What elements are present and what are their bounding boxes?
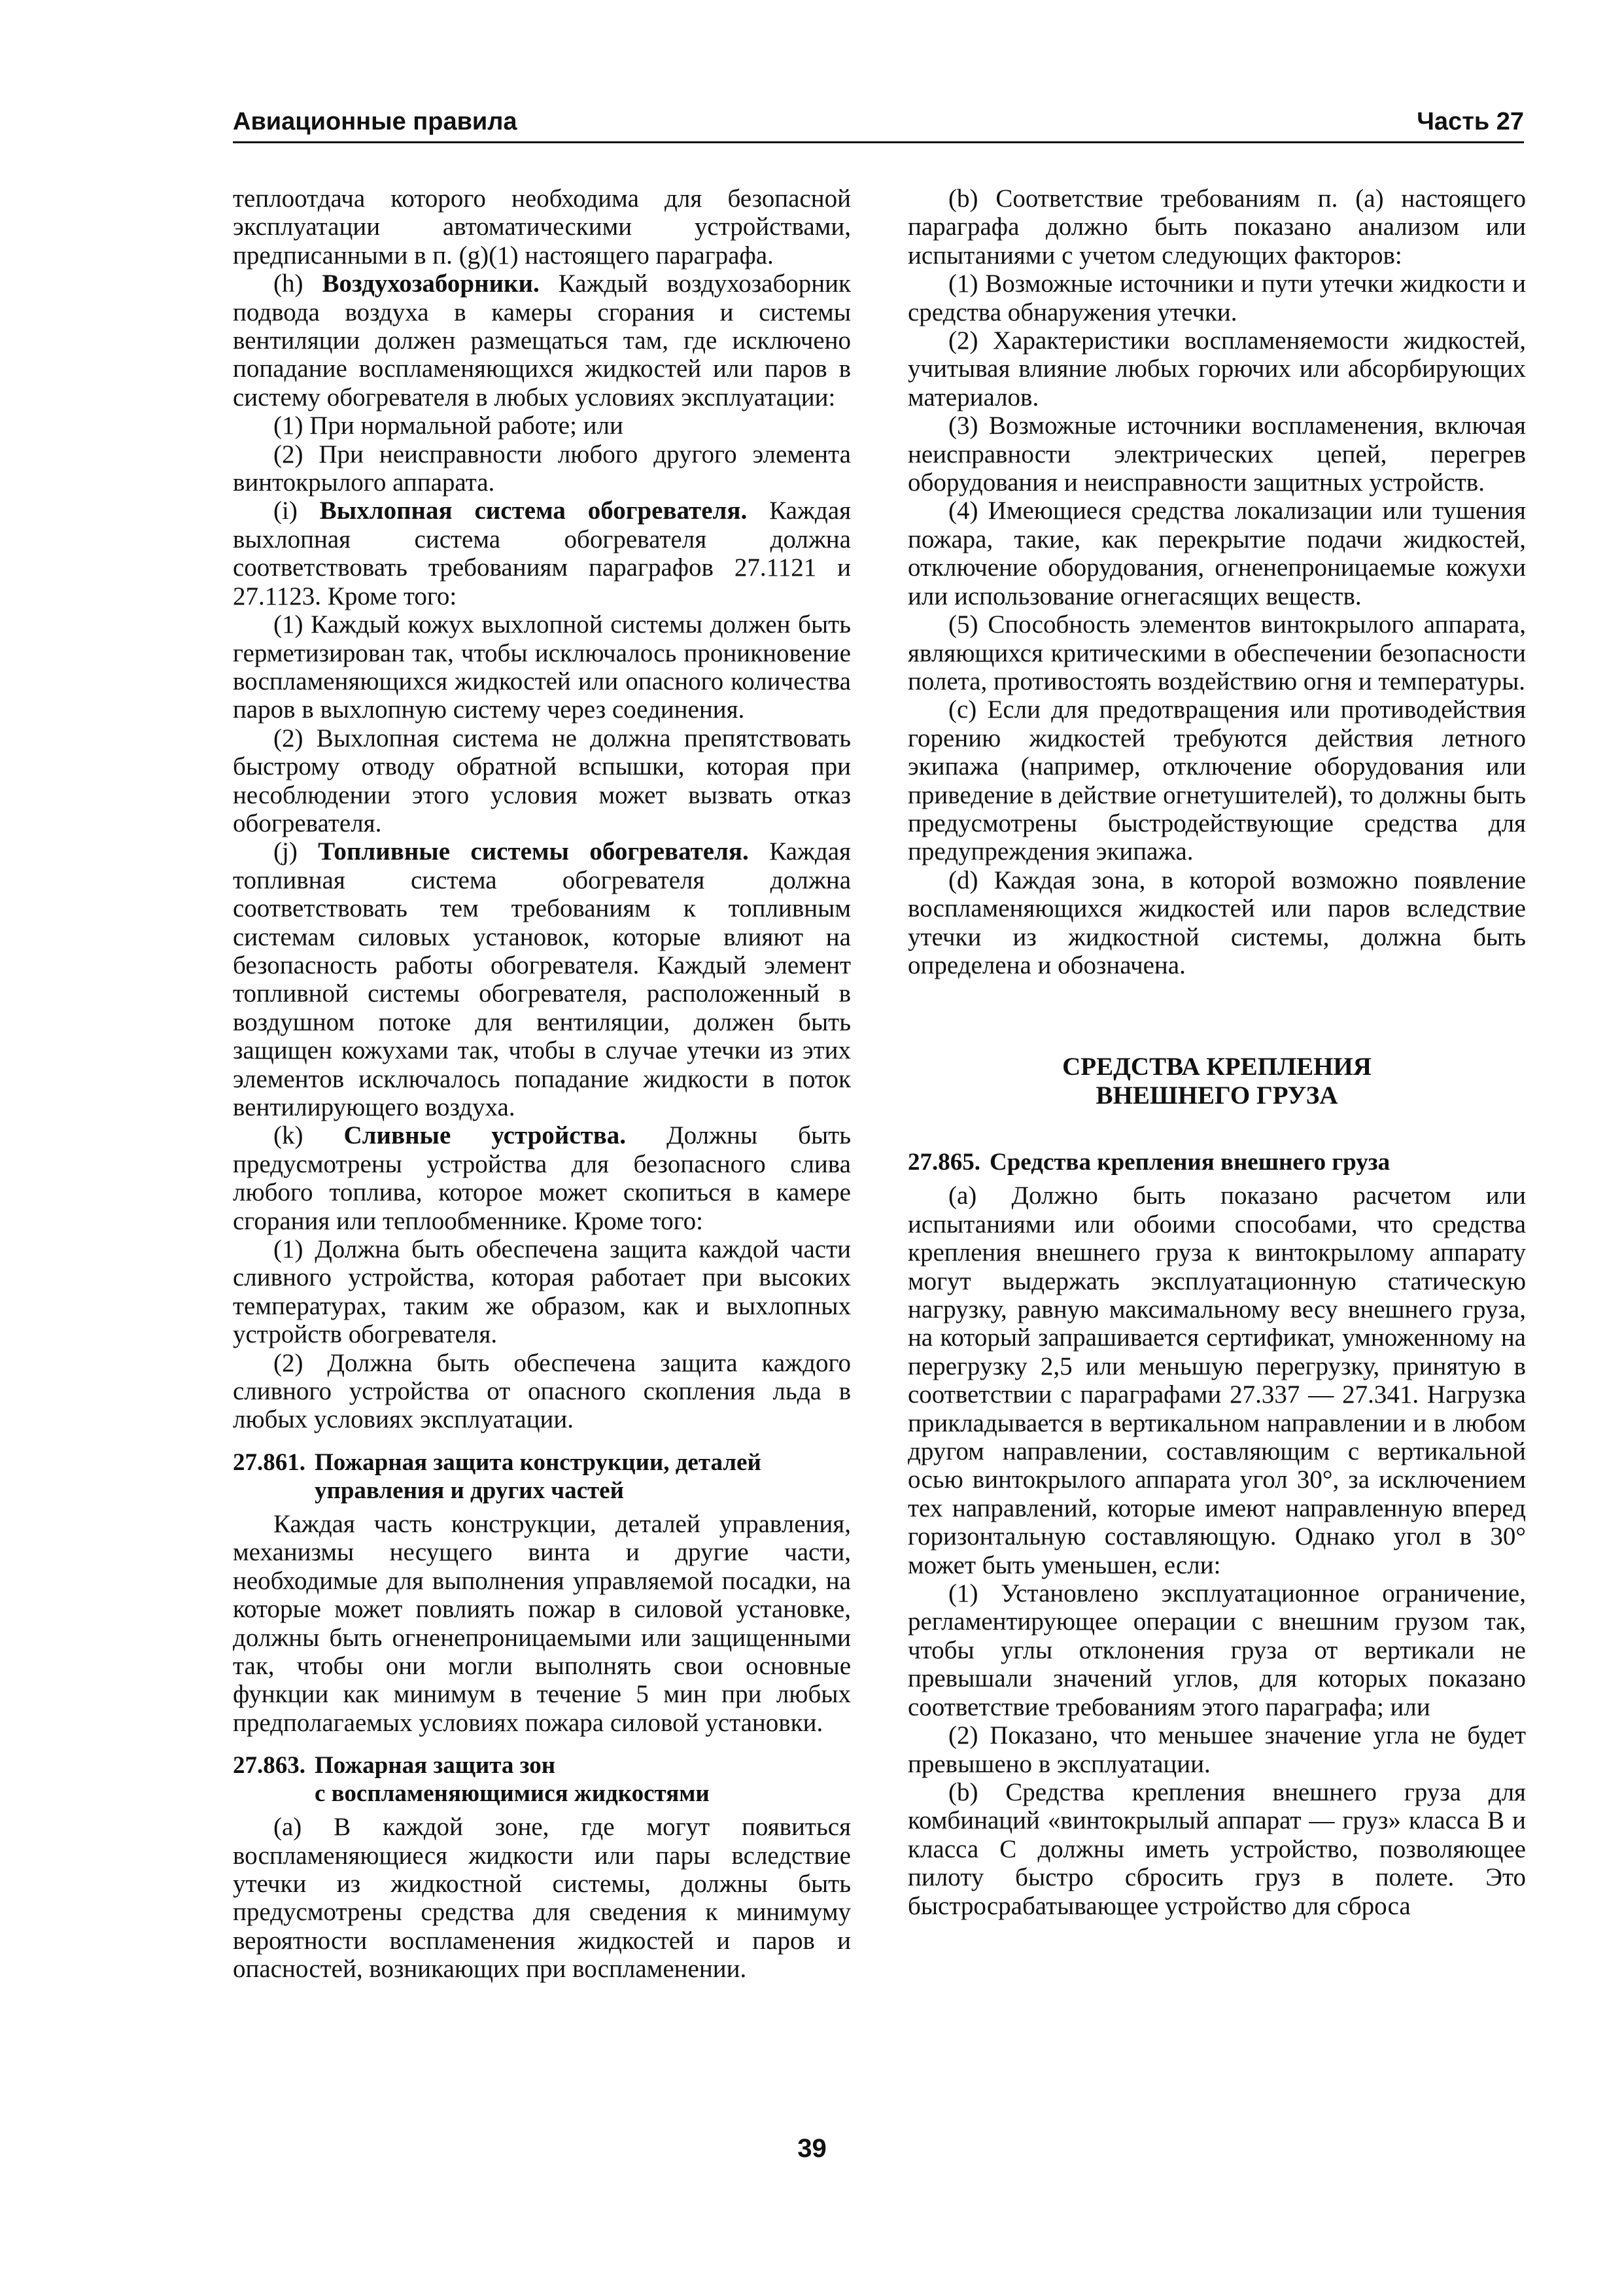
paragraph-text: (2) Показано, что меньшее значение угла не будет превышено в эксплуатации. [908,1721,1526,1778]
chapter-title-line: СРЕДСТВА КРЕПЛЕНИЯ [1062,1053,1372,1081]
left-column [233,184,851,1984]
section-number: 27.863. [233,1752,305,1779]
section-title [315,1448,761,1505]
paragraph-text: (3) Возможные источники воспламенения, включая неисправности электрических цепей, перегрев оборудования и неисправности защитных устройств. [908,412,1526,497]
paragraph [233,1121,851,1235]
paragraph [908,270,1526,326]
paragraph [908,184,1526,270]
run-in-heading: Выхлопная система обогревателя. [319,497,748,525]
section-title [315,1751,710,1808]
paragraph [233,724,851,838]
paragraph [233,497,851,610]
paragraph-text: Каждая топливная система обогревателя должна соответствовать тем требованиям к топливным системам силовых установок, которые влияют на безопасность работы обогревателя. Каждый элемент топливной системы обогревателя, расположенный в воздушном потоке для вентиляции, должен быть защищен кожухами так, чтобы в случае утечки из этих элементов исключалось попадание жидкости в поток вентилирующего воздуха. [233,837,851,1121]
paragraph-text: Каждая часть конструкции, деталей управления, механизмы несущего винта и другие части, необходимые для выполнения управляемой посадки, на которые может повлиять пожар в силовой установке, должны быть огненепроницаемыми или защищенными так, чтобы они могли выполнять свои основные функции как минимум в течение 5 мин при любых предполагаемых условиях пожара силовой установки. [233,1509,851,1737]
paragraph-text: (1) При нормальной работе; или [273,412,623,440]
run-in-heading: Топливные системы обогревателя. [318,837,749,866]
item-label: (j) [273,837,319,866]
paragraph-text: теплоотдача которого необходима для безопасной эксплуатации автоматическими устройствами, предписанными в п. (g)(1) настоящего параграфа. [233,184,851,270]
paragraph [908,610,1526,695]
paragraph-text: (1) Возможные источники и пути утечки жидкости и средства обнаружения утечки. [908,270,1526,326]
paragraph [233,412,851,440]
paragraph [908,866,1526,980]
section-title-line: Пожарная защита зон [315,1752,556,1779]
paragraph-text: (1) Установлено эксплуатационное ограничение, регламентирующее операции с внешним грузом так, чтобы углы отклонения груза от вертикали не превышали значений углов, для которых показано соответствие требованиям этого параграфа; или [908,1579,1526,1721]
paragraph [908,1182,1526,1579]
paragraph [908,412,1526,497]
paragraph-text: (2) Характеристики воспламеняемости жидкостей, учитывая влияние любых горючих или абсорбирующих материалов. [908,326,1526,412]
paragraph [908,497,1526,610]
paragraph-text: Должны быть предусмотрены устройства для безопасного слива любого топлива, которое может скопиться в камере сгорания или теплообменнике. Кроме того: [233,1121,851,1235]
paragraph [908,1579,1526,1721]
paragraph [233,837,851,1121]
section-number: 27.861. [233,1448,305,1476]
paragraph-text: Каждый воздухозаборник подвода воздуха в камеры сгорания и системы вентиляции должен размещаться там, где исключено попадание воспламеняющихся жидкостей или паров в систему обогревателя в любых условиях эксплуатации: [233,270,851,412]
paragraph [908,326,1526,412]
paragraph-text: (a) Должно быть показано расчетом или испытаниями или обоими способами, что средства крепления внешнего груза к винтокрылому аппарату могут выдержать эксплуатационную статическую нагрузку, равную максимальному весу внешнего груза, на который запрашивается сертификат, умноженному на перегрузку 2,5 или меньшую перегрузку, принятую в соответствии с параграфами 27.337 — 27.341. Нагрузка прикладывается в вертикальном направлении и в любом другом направлении, составляющим с вертикальной осью винтокрылого аппарата угол 30°, за исключением тех направлений, которые имеют направленную вперед горизонтальную составляющую. Однако угол в 30° может быть уменьшен, если: [908,1182,1526,1579]
paragraph [233,184,851,270]
running-header [233,97,1524,143]
paragraph-text: (b) Средства крепления внешнего груза для комбинаций «винтокрылый аппарат — груз» класса B и класса C должны иметь устройство, позволяющее пилоту быстро сбросить груз в полете. Это быстросрабатывающее устройство для сброса [908,1778,1526,1920]
paragraph [233,1510,851,1737]
paragraph [233,1235,851,1349]
paragraph [908,695,1526,866]
right-column [908,184,1526,1920]
paragraph [233,440,851,497]
section-title-line: управления и других частей [315,1477,624,1504]
section-title-line: с воспламеняющимися жидкостями [315,1780,710,1808]
paragraph-text: (2) При неисправности любого другого элемента винтокрылого аппарата. [233,440,851,497]
item-label: (k) [273,1121,344,1150]
section-heading [908,1148,1526,1176]
paragraph [908,1778,1526,1920]
paragraph [233,1349,851,1434]
paragraph-text: (a) В каждой зоне, где могут появиться воспламеняющиеся жидкости или пары вследствие утечки из жидкостной системы, должны быть предусмотрены средства для сведения к минимуму вероятности воспламенения жидкостей и паров и опасностей, возникающих при воспламенении. [233,1813,851,1984]
section-number: 27.865. [908,1149,980,1176]
paragraph-text: (d) Каждая зона, в которой возможно появление воспламеняющихся жидкостей или паров вследствие утечки из жидкостной системы, должна быть определена и обозначена. [908,866,1526,979]
item-label: (i) [273,497,320,525]
paragraph-text: (5) Способность элементов винтокрылого аппарата, являющихся критическими в обеспечении безопасности полета, противостоять воздействию огня и температуры. [908,610,1526,695]
run-in-heading: Сливные устройства. [343,1121,627,1150]
section-title [990,1148,1390,1176]
paragraph [233,1813,851,1983]
header-document-title: Авиационные правила [233,108,517,135]
section-title-line: Пожарная защита конструкции, деталей [315,1448,761,1476]
page-number: 39 [797,2134,827,2163]
chapter-title-line: ВНЕШНЕГО ГРУЗА [1096,1081,1338,1110]
section-heading [233,1751,851,1808]
paragraph-text: Каждая выхлопная система обогревателя должна соответствовать требованиям параграфов 27.1121 и 27.1123. Кроме того: [233,497,852,610]
paragraph-text: (c) Если для предотвращения или противодействия горению жидкостей требуются действия летного экипажа (например, отключение оборудования или приведение в действие огнетушителей), то должны быть предусмотрены быстродействующие средства для предупреждения экипажа. [908,695,1526,866]
paragraph-text: (1) Должна быть обеспечена защита каждой части сливного устройства, которая работает при высоких температурах, таким же образом, как и выхлопных устройств обогревателя. [233,1235,851,1349]
section-heading [233,1448,851,1505]
section-title-line: Средства крепления внешнего груза [990,1149,1391,1176]
item-label: (h) [273,270,322,298]
paragraph [233,270,851,412]
paragraph-text: (2) Выхлопная система не должна препятствовать быстрому отводу обратной вспышки, которая при несоблюдении этого условия может вызвать отказ обогревателя. [233,724,851,837]
paragraph [908,1721,1526,1778]
chapter-title [908,1053,1526,1110]
run-in-heading: Воздухозаборники. [322,270,540,298]
paragraph [233,610,851,724]
paragraph-text: (b) Соответствие требованиям п. (a) настоящего параграфа должно быть показано анализом или испытаниями с учетом следующих факторов: [908,184,1526,270]
paragraph-text: (2) Должна быть обеспечена защита каждого сливного устройства от опасного скопления льда в любых условиях эксплуатации. [233,1348,851,1434]
header-part-label: Часть 27 [1417,108,1524,135]
paragraph-text: (1) Каждый кожух выхлопной системы должен быть герметизирован так, чтобы исключалось проникновение воспламеняющихся жидкостей или опасного количества паров в выхлопную систему через соединения. [233,610,851,724]
paragraph-text: (4) Имеющиеся средства локализации или тушения пожара, такие, как перекрытие подачи жидкостей, отключение оборудования, огненепроницаемые кожухи или использование огнегасящих веществ. [908,497,1526,610]
